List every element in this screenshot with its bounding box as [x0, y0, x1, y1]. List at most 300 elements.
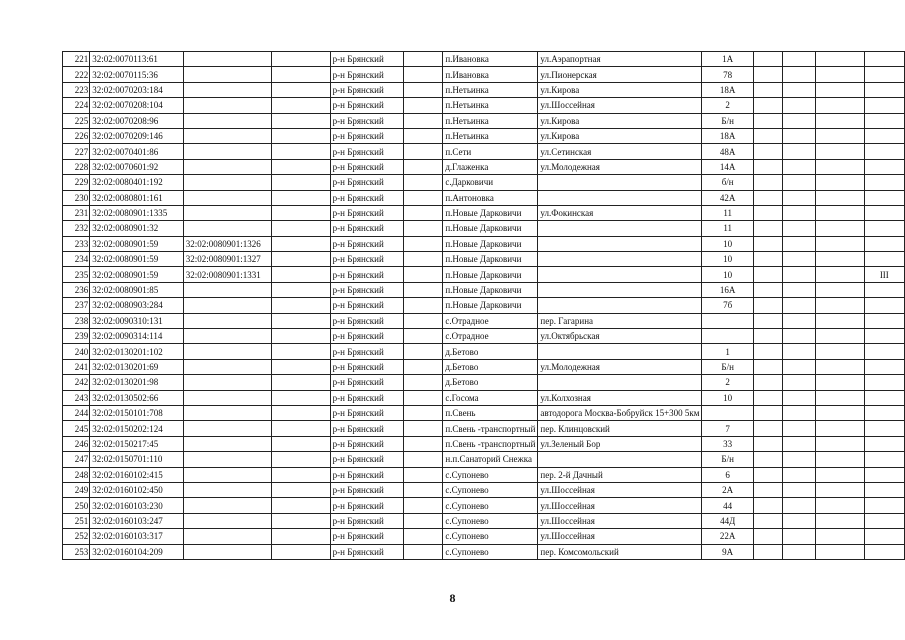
empty-cell — [783, 390, 816, 405]
empty-cell — [816, 344, 864, 359]
cadastral-number-cell: 32:02:0160103:247 — [90, 513, 184, 528]
house-cell: 2 — [702, 98, 753, 113]
street-cell — [538, 175, 702, 190]
empty-cell — [272, 205, 330, 220]
district-cell: р-н Брянский — [330, 52, 403, 67]
empty-cell — [272, 67, 330, 82]
empty-cell — [753, 159, 783, 174]
empty-cell — [403, 52, 443, 67]
empty-cell — [816, 452, 864, 467]
locality-cell: с.Супонево — [443, 482, 538, 497]
table-row — [63, 452, 905, 467]
extra-cell — [864, 436, 904, 451]
related-cadastral-cell — [183, 282, 271, 297]
register-table — [62, 51, 905, 560]
table-row — [63, 482, 905, 497]
related-cadastral-cell — [183, 405, 271, 420]
empty-cell — [816, 482, 864, 497]
related-cadastral-cell — [183, 452, 271, 467]
district-cell: р-н Брянский — [330, 236, 403, 251]
empty-cell — [403, 529, 443, 544]
empty-cell — [403, 159, 443, 174]
empty-cell — [783, 298, 816, 313]
house-cell: 7б — [702, 298, 753, 313]
empty-cell — [783, 313, 816, 328]
locality-cell: п.Ивановка — [443, 52, 538, 67]
extra-cell — [864, 329, 904, 344]
empty-cell — [783, 344, 816, 359]
street-cell: ул.Шоссейная — [538, 498, 702, 513]
empty-cell — [403, 175, 443, 190]
house-cell — [702, 313, 753, 328]
cadastral-number-cell: 32:02:0160102:450 — [90, 482, 184, 497]
table-row — [63, 513, 905, 528]
locality-cell: п.Ивановка — [443, 67, 538, 82]
empty-cell — [816, 67, 864, 82]
extra-cell — [864, 390, 904, 405]
empty-cell — [816, 359, 864, 374]
cadastral-number-cell: 32:02:0080801:161 — [90, 190, 184, 205]
empty-cell — [816, 175, 864, 190]
row-number-cell: 242 — [63, 375, 90, 390]
house-cell: 10 — [702, 390, 753, 405]
house-cell: 22А — [702, 529, 753, 544]
street-cell — [538, 236, 702, 251]
related-cadastral-cell — [183, 329, 271, 344]
empty-cell — [753, 252, 783, 267]
locality-cell: с.Супонево — [443, 513, 538, 528]
empty-cell — [783, 236, 816, 251]
cadastral-number-cell: 32:02:0090310:131 — [90, 313, 184, 328]
empty-cell — [753, 190, 783, 205]
empty-cell — [403, 82, 443, 97]
empty-cell — [272, 282, 330, 297]
empty-cell — [783, 513, 816, 528]
row-number-cell: 221 — [63, 52, 90, 67]
row-number-cell: 225 — [63, 113, 90, 128]
empty-cell — [403, 221, 443, 236]
locality-cell: п.Новые Дарковичи — [443, 298, 538, 313]
row-number-cell: 235 — [63, 267, 90, 282]
locality-cell: н.п.Санаторий Снежка — [443, 452, 538, 467]
house-cell: 10 — [702, 236, 753, 251]
related-cadastral-cell — [183, 375, 271, 390]
table-row — [63, 282, 905, 297]
related-cadastral-cell — [183, 421, 271, 436]
table-row — [63, 236, 905, 251]
cadastral-number-cell: 32:02:0070401:86 — [90, 144, 184, 159]
street-cell: ул.Кирова — [538, 128, 702, 143]
district-cell: р-н Брянский — [330, 175, 403, 190]
empty-cell — [403, 498, 443, 513]
related-cadastral-cell — [183, 390, 271, 405]
empty-cell — [816, 144, 864, 159]
page-number: 8 — [449, 591, 456, 605]
empty-cell — [403, 267, 443, 282]
empty-cell — [403, 344, 443, 359]
house-cell: 44 — [702, 498, 753, 513]
district-cell: р-н Брянский — [330, 513, 403, 528]
locality-cell: п.Нетьинка — [443, 113, 538, 128]
empty-cell — [403, 113, 443, 128]
house-cell: 14А — [702, 159, 753, 174]
cadastral-number-cell: 32:02:0070208:104 — [90, 98, 184, 113]
related-cadastral-cell — [183, 205, 271, 220]
table-row — [63, 544, 905, 559]
district-cell: р-н Брянский — [330, 405, 403, 420]
locality-cell: п.Новые Дарковичи — [443, 282, 538, 297]
house-cell: 78 — [702, 67, 753, 82]
row-number-cell: 223 — [63, 82, 90, 97]
cadastral-number-cell: 32:02:0130201:98 — [90, 375, 184, 390]
table-row — [63, 359, 905, 374]
related-cadastral-cell — [183, 467, 271, 482]
table-row — [63, 52, 905, 67]
empty-cell — [403, 313, 443, 328]
house-cell: 11 — [702, 221, 753, 236]
related-cadastral-cell — [183, 113, 271, 128]
empty-cell — [783, 252, 816, 267]
table-row — [63, 128, 905, 143]
extra-cell — [864, 405, 904, 420]
table-row — [63, 205, 905, 220]
empty-cell — [783, 82, 816, 97]
table-row — [63, 467, 905, 482]
cadastral-number-cell: 32:02:0080901:59 — [90, 236, 184, 251]
locality-cell: п.Новые Дарковичи — [443, 221, 538, 236]
cadastral-number-cell: 32:02:0070203:184 — [90, 82, 184, 97]
empty-cell — [403, 252, 443, 267]
related-cadastral-cell — [183, 482, 271, 497]
empty-cell — [783, 98, 816, 113]
cadastral-number-cell: 32:02:0070601:92 — [90, 159, 184, 174]
empty-cell — [753, 205, 783, 220]
extra-cell — [864, 452, 904, 467]
street-cell — [538, 252, 702, 267]
street-cell: ул.Шоссейная — [538, 482, 702, 497]
district-cell: р-н Брянский — [330, 329, 403, 344]
related-cadastral-cell — [183, 82, 271, 97]
locality-cell: п.Новые Дарковичи — [443, 267, 538, 282]
empty-cell — [816, 298, 864, 313]
extra-cell — [864, 359, 904, 374]
empty-cell — [272, 436, 330, 451]
related-cadastral-cell — [183, 513, 271, 528]
street-cell: пер. Клинцовский — [538, 421, 702, 436]
extra-cell — [864, 282, 904, 297]
empty-cell — [783, 205, 816, 220]
street-cell: ул.Аэрапортная — [538, 52, 702, 67]
row-number-cell: 232 — [63, 221, 90, 236]
street-cell: ул.Колхозная — [538, 390, 702, 405]
row-number-cell: 229 — [63, 175, 90, 190]
empty-cell — [272, 252, 330, 267]
extra-cell — [864, 252, 904, 267]
empty-cell — [753, 98, 783, 113]
cadastral-number-cell: 32:02:0070208:96 — [90, 113, 184, 128]
district-cell: р-н Брянский — [330, 144, 403, 159]
extra-cell — [864, 513, 904, 528]
table-row — [63, 344, 905, 359]
empty-cell — [272, 52, 330, 67]
empty-cell — [753, 236, 783, 251]
table-row — [63, 252, 905, 267]
empty-cell — [816, 329, 864, 344]
empty-cell — [753, 67, 783, 82]
empty-cell — [816, 282, 864, 297]
row-number-cell: 240 — [63, 344, 90, 359]
empty-cell — [783, 467, 816, 482]
cadastral-number-cell: 32:02:0150202:124 — [90, 421, 184, 436]
empty-cell — [816, 128, 864, 143]
empty-cell — [403, 390, 443, 405]
street-cell — [538, 298, 702, 313]
street-cell: пер. Комсомольский — [538, 544, 702, 559]
row-number-cell: 241 — [63, 359, 90, 374]
district-cell: р-н Брянский — [330, 205, 403, 220]
street-cell: ул.Шоссейная — [538, 513, 702, 528]
empty-cell — [783, 482, 816, 497]
empty-cell — [753, 375, 783, 390]
district-cell: р-н Брянский — [330, 113, 403, 128]
street-cell: ул.Молодежная — [538, 359, 702, 374]
empty-cell — [272, 221, 330, 236]
empty-cell — [816, 236, 864, 251]
row-number-cell: 222 — [63, 67, 90, 82]
locality-cell: п.Свень — [443, 405, 538, 420]
empty-cell — [403, 298, 443, 313]
district-cell: р-н Брянский — [330, 390, 403, 405]
extra-cell — [864, 482, 904, 497]
empty-cell — [753, 390, 783, 405]
empty-cell — [783, 405, 816, 420]
table-row — [63, 159, 905, 174]
empty-cell — [783, 544, 816, 559]
row-number-cell: 246 — [63, 436, 90, 451]
empty-cell — [403, 329, 443, 344]
extra-cell — [864, 375, 904, 390]
table-row — [63, 298, 905, 313]
empty-cell — [753, 282, 783, 297]
related-cadastral-cell — [183, 498, 271, 513]
cadastral-number-cell: 32:02:0080901:32 — [90, 221, 184, 236]
extra-cell — [864, 544, 904, 559]
empty-cell — [753, 421, 783, 436]
empty-cell — [783, 359, 816, 374]
empty-cell — [783, 190, 816, 205]
empty-cell — [272, 98, 330, 113]
district-cell: р-н Брянский — [330, 482, 403, 497]
empty-cell — [272, 421, 330, 436]
empty-cell — [272, 390, 330, 405]
empty-cell — [272, 144, 330, 159]
table-row — [63, 98, 905, 113]
empty-cell — [753, 175, 783, 190]
table-row — [63, 375, 905, 390]
district-cell: р-н Брянский — [330, 267, 403, 282]
table-row — [63, 82, 905, 97]
street-cell: ул.Пионерская — [538, 67, 702, 82]
cadastral-number-cell: 32:02:0080401:192 — [90, 175, 184, 190]
locality-cell: п.Новые Дарковичи — [443, 252, 538, 267]
street-cell: ул.Шоссейная — [538, 529, 702, 544]
empty-cell — [403, 98, 443, 113]
locality-cell: п.Новые Дарковичи — [443, 236, 538, 251]
locality-cell: д.Бетово — [443, 375, 538, 390]
house-cell: 6 — [702, 467, 753, 482]
empty-cell — [783, 267, 816, 282]
related-cadastral-cell — [183, 436, 271, 451]
empty-cell — [403, 128, 443, 143]
empty-cell — [816, 82, 864, 97]
empty-cell — [816, 190, 864, 205]
empty-cell — [403, 144, 443, 159]
house-cell: 9А — [702, 544, 753, 559]
table-row — [63, 267, 905, 282]
cadastral-number-cell: 32:02:0150701:110 — [90, 452, 184, 467]
related-cadastral-cell — [183, 344, 271, 359]
street-cell — [538, 344, 702, 359]
row-number-cell: 251 — [63, 513, 90, 528]
empty-cell — [816, 405, 864, 420]
empty-cell — [783, 67, 816, 82]
empty-cell — [753, 482, 783, 497]
empty-cell — [272, 498, 330, 513]
locality-cell: п.Новые Дарковичи — [443, 205, 538, 220]
row-number-cell: 248 — [63, 467, 90, 482]
extra-cell — [864, 236, 904, 251]
row-number-cell: 237 — [63, 298, 90, 313]
empty-cell — [272, 329, 330, 344]
extra-cell: III — [864, 267, 904, 282]
house-cell: 11 — [702, 205, 753, 220]
cadastral-number-cell: 32:02:0150217:45 — [90, 436, 184, 451]
cadastral-number-cell: 32:02:0080901:59 — [90, 267, 184, 282]
extra-cell — [864, 144, 904, 159]
empty-cell — [403, 205, 443, 220]
empty-cell — [816, 513, 864, 528]
table-body — [63, 52, 905, 560]
row-number-cell: 230 — [63, 190, 90, 205]
empty-cell — [753, 467, 783, 482]
district-cell: р-н Брянский — [330, 159, 403, 174]
empty-cell — [816, 529, 864, 544]
house-cell — [702, 405, 753, 420]
empty-cell — [272, 313, 330, 328]
empty-cell — [272, 113, 330, 128]
table-row — [63, 498, 905, 513]
related-cadastral-cell — [183, 298, 271, 313]
extra-cell — [864, 529, 904, 544]
empty-cell — [272, 405, 330, 420]
empty-cell — [272, 175, 330, 190]
related-cadastral-cell — [183, 221, 271, 236]
empty-cell — [816, 467, 864, 482]
street-cell: ул.Кирова — [538, 113, 702, 128]
row-number-cell: 244 — [63, 405, 90, 420]
district-cell: р-н Брянский — [330, 252, 403, 267]
locality-cell: с.Супонево — [443, 498, 538, 513]
empty-cell — [753, 113, 783, 128]
street-cell: пер. 2-й Дачный — [538, 467, 702, 482]
empty-cell — [753, 498, 783, 513]
district-cell: р-н Брянский — [330, 128, 403, 143]
empty-cell — [272, 529, 330, 544]
street-cell: ул.Фокинская — [538, 205, 702, 220]
cadastral-number-cell: 32:02:0130201:69 — [90, 359, 184, 374]
empty-cell — [816, 205, 864, 220]
cadastral-number-cell: 32:02:0070115:36 — [90, 67, 184, 82]
table-row — [63, 190, 905, 205]
extra-cell — [864, 313, 904, 328]
empty-cell — [272, 267, 330, 282]
district-cell: р-н Брянский — [330, 313, 403, 328]
cadastral-number-cell: 32:02:0160103:230 — [90, 498, 184, 513]
locality-cell: с.Супонево — [443, 529, 538, 544]
empty-cell — [272, 190, 330, 205]
empty-cell — [272, 544, 330, 559]
empty-cell — [272, 452, 330, 467]
row-number-cell: 250 — [63, 498, 90, 513]
row-number-cell: 252 — [63, 529, 90, 544]
empty-cell — [753, 221, 783, 236]
related-cadastral-cell — [183, 175, 271, 190]
district-cell: р-н Брянский — [330, 498, 403, 513]
cadastral-number-cell: 32:02:0080901:85 — [90, 282, 184, 297]
cadastral-number-cell: 32:02:0160103:317 — [90, 529, 184, 544]
cadastral-number-cell: 32:02:0090314:114 — [90, 329, 184, 344]
empty-cell — [816, 436, 864, 451]
street-cell — [538, 221, 702, 236]
related-cadastral-cell — [183, 190, 271, 205]
house-cell: Б/н — [702, 359, 753, 374]
empty-cell — [403, 190, 443, 205]
empty-cell — [753, 52, 783, 67]
empty-cell — [403, 482, 443, 497]
empty-cell — [753, 544, 783, 559]
street-cell — [538, 282, 702, 297]
table-row — [63, 144, 905, 159]
empty-cell — [753, 529, 783, 544]
empty-cell — [783, 128, 816, 143]
empty-cell — [816, 221, 864, 236]
empty-cell — [272, 359, 330, 374]
table-row — [63, 113, 905, 128]
empty-cell — [403, 544, 443, 559]
extra-cell — [864, 82, 904, 97]
house-cell: 2А — [702, 482, 753, 497]
related-cadastral-cell — [183, 67, 271, 82]
locality-cell: д.Бетово — [443, 344, 538, 359]
row-number-cell: 224 — [63, 98, 90, 113]
cadastral-number-cell: 32:02:0130201:102 — [90, 344, 184, 359]
empty-cell — [783, 113, 816, 128]
empty-cell — [753, 436, 783, 451]
extra-cell — [864, 52, 904, 67]
house-cell: 10 — [702, 252, 753, 267]
street-cell: пер. Гагарина — [538, 313, 702, 328]
house-cell: 18А — [702, 82, 753, 97]
empty-cell — [403, 436, 443, 451]
cadastral-number-cell: 32:02:0160102:415 — [90, 467, 184, 482]
empty-cell — [272, 344, 330, 359]
extra-cell — [864, 190, 904, 205]
row-number-cell: 226 — [63, 128, 90, 143]
empty-cell — [403, 405, 443, 420]
table-row — [63, 529, 905, 544]
empty-cell — [272, 82, 330, 97]
extra-cell — [864, 298, 904, 313]
